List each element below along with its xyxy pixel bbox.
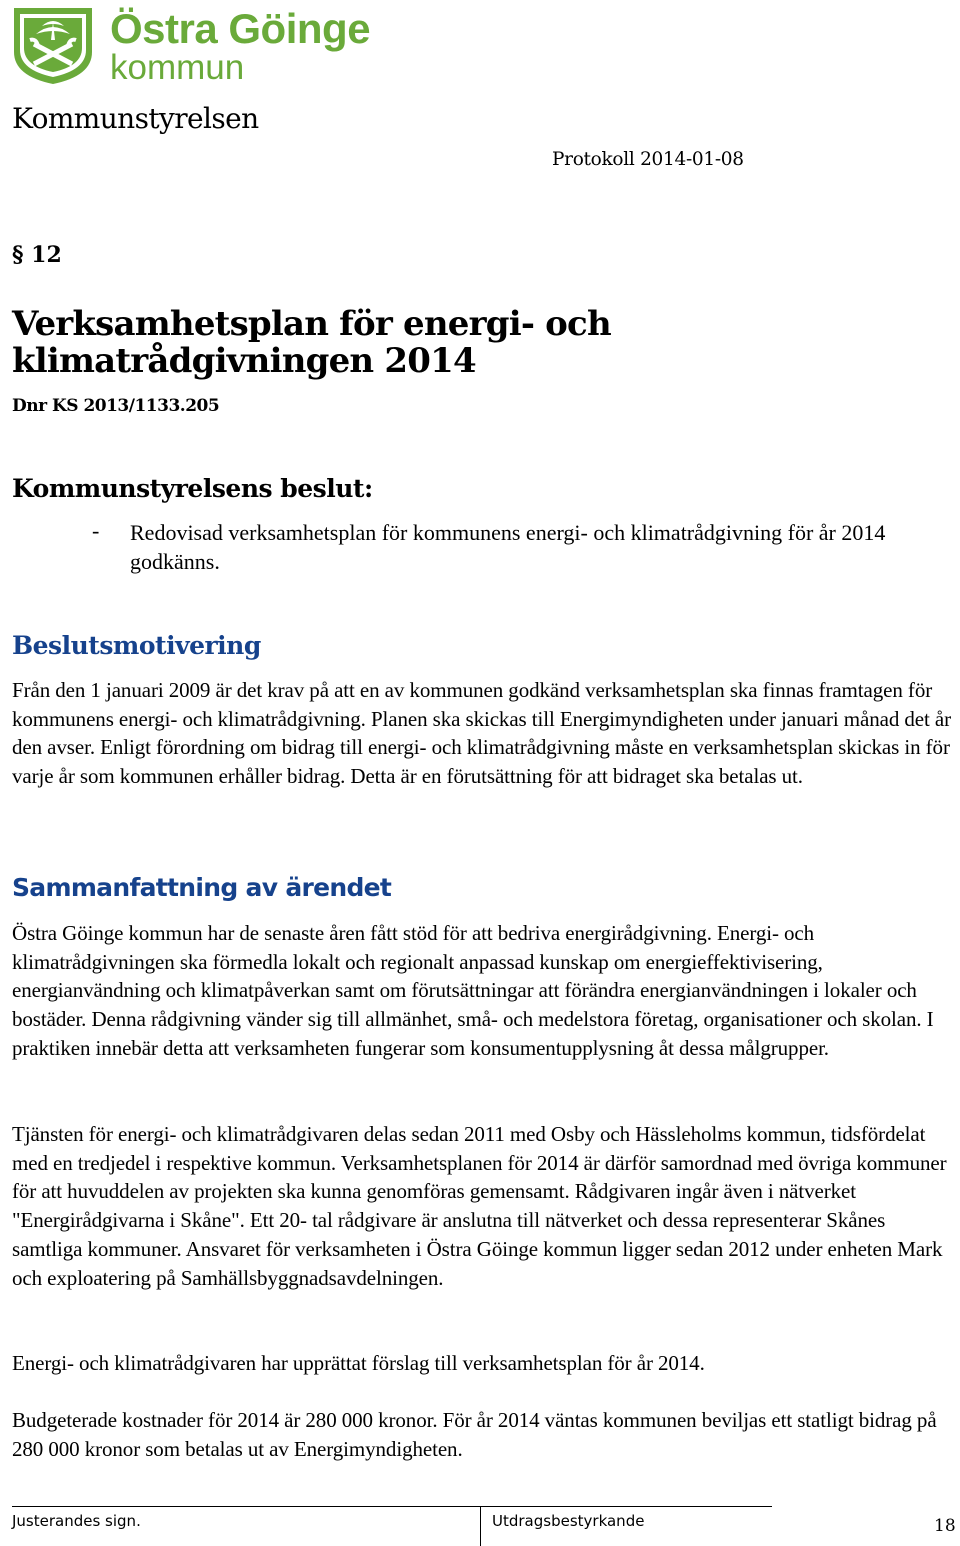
- decision-heading: Kommunstyrelsens beslut:: [12, 474, 373, 503]
- summary-paragraph: Östra Göinge kommun har de senaste åren fått stöd för att bedriva energirådgivning. Energi- och klimatrådgivningen ska förmedla lokalt och regionalt anpassad kunskap om energieffektivisering, energianvändning och klimatpåverkan samt om förutsättningar att förändra energianvändningen i lokaler och bostäder. Denna rådgivning vänder sig till allmänhet, små- och medelstora företag, organisationer och skolan. I praktiken innebär detta att verksamheten fungerar som konsumentupplysning åt dessa målgrupper.: [12, 921, 934, 1060]
- municipality-logo: [12, 5, 371, 87]
- footer-column-divider: [480, 1506, 481, 1546]
- coat-of-arms-icon: [12, 6, 94, 86]
- case-number: Dnr KS 2013/1133.205: [12, 396, 220, 416]
- footer-divider: [12, 1506, 772, 1507]
- logo-name-line2: kommun: [110, 48, 245, 87]
- summary-heading: Sammanfattning av ärendet: [12, 873, 392, 902]
- page-number: 18: [934, 1516, 956, 1536]
- section-number: § 12: [12, 242, 62, 268]
- logo-name-line1: Östra Göinge: [110, 5, 371, 52]
- page-title: Verksamhetsplan för energi- och klimatrådgivningen 2014: [12, 304, 611, 381]
- decision-bullet: -: [92, 518, 100, 543]
- summary-paragraph: Tjänsten för energi- och klimatrådgivaren delas sedan 2011 med Osby och Hässleholms kommun, tidsfördelat med en tredjedel i respektive kommun. Verksamhetsplanen för 2014 är därför samordnad med övriga kommuner för att huvuddelen av projekten ska kunna genomföras gemensamt. Rådgivaren ingår även i nätverket "Energirådgivarna i Skåne". Ett 20- tal rådgivare är anslutna till nätverket och dessa representerar Skånes samtliga kommuner. Ansvaret för verksamheten i Östra Göinge kommun ligger sedan 2012 under enheten Mark och exploatering på Samhällsbyggnadsavdelningen.: [12, 1122, 947, 1290]
- extract-certification-label: Utdragsbestyrkande: [492, 1512, 645, 1530]
- signature-label: Justerandes sign.: [12, 1512, 141, 1530]
- summary-paragraph: Energi- och klimatrådgivaren har upprättat förslag till verksamhetsplan för år 2014.: [12, 1351, 705, 1375]
- organ-name: Kommunstyrelsen: [12, 102, 259, 135]
- decision-text: Redovisad verksamhetsplan för kommunens energi- och klimatrådgivning för år 2014 godkänns.: [130, 520, 886, 574]
- motivation-heading: Beslutsmotivering: [12, 631, 261, 660]
- protocol-date: Protokoll 2014-01-08: [552, 149, 744, 170]
- motivation-text: Från den 1 januari 2009 är det krav på att en av kommunen godkänd verksamhetsplan ska finnas framtagen för kommunens energi- och klimatrådgivning. Planen ska skickas till Energimyndigheten under januari månad det år den avser. Enligt förordning om bidrag till energi- och klimatrådgivning måste en verksamhetsplan skickas in för varje år som kommunen erhåller bidrag. Detta är en förutsättning för att bidraget ska betalas ut.: [12, 678, 952, 789]
- summary-paragraph: Budgeterade kostnader för 2014 är 280 000 kronor. För år 2014 väntas kommunen beviljas ett statligt bidrag på 280 000 kronor som betalas ut av Energimyndigheten.: [12, 1408, 937, 1461]
